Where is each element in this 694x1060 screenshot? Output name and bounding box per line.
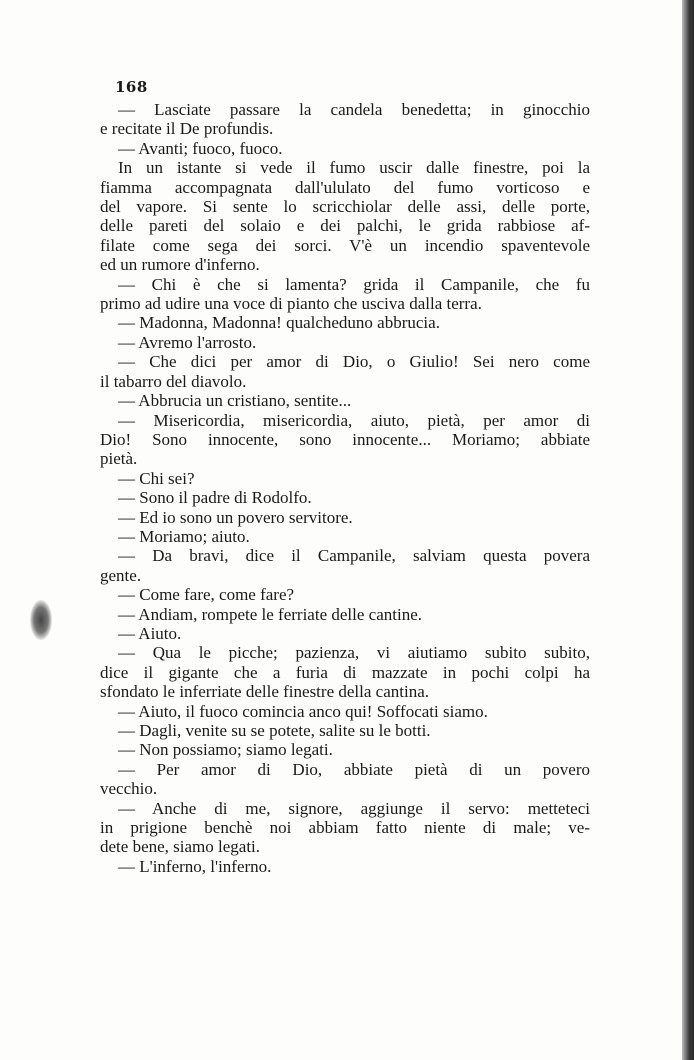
text-line: — Qua le picche; pazienza, vi aiutiamo subito subito, [118,643,590,663]
text-line: dete bene, siamo legati. [100,837,261,857]
text-line: — Lasciate passare la candela benedetta; in ginocchio [118,100,590,119]
text-line: — Come fare, come fare? [118,585,295,605]
text-line: — Aiuto, il fuoco comincia anco qui! Soffocati siamo. [118,701,488,721]
text-line: — Dagli, venite su se potete, salite su le botti. [118,721,431,740]
text-line: — Ed io sono un povero servitore. [118,507,353,527]
text-line: — Avremo l'arrosto. [118,332,257,352]
text-line: — Chi è che si lamenta? grida il Campanile, che fu [118,274,590,294]
text-line: — Anche di me, signore, aggiunge il servo: metteteci [118,798,590,818]
text-line: del vapore. Si sente lo scricchiolar delle assi, delle porte, [100,197,590,217]
text-line: — Misericordia, misericordia, aiuto, pietà, per amor di [118,410,590,430]
text-line: Dio! Sono innocente, sono innocente... Moriamo; abbiate [100,429,590,449]
text-line: — Aiuto. [118,623,182,643]
text-line: il tabarro del diavolo. [100,371,247,391]
text-line: — Non possiamo; siamo legati. [118,740,333,760]
text-line: gente. [100,565,142,585]
text-line: — Andiam, rompete le ferriate delle cantine. [118,604,422,624]
text-line: — Abbrucia un cristiano, sentite... [118,391,352,411]
text-line: — Per amor di Dio, abbiate pietà di un povero [118,759,590,779]
text-line: primo ad udire una voce di pianto che usciva dalla terra. [100,294,482,314]
text-line: delle pareti del solaio e dei palchi, le grida rabbiose af- [100,216,590,236]
text-line: In un istante si vede il fumo uscir dalle finestre, poi la [118,158,590,178]
page-text [100,100,590,876]
text-line: — Madonna, Madonna! qualcheduno abbrucia. [118,313,440,333]
text-line: — Chi sei? [118,468,195,488]
text-line: fiamma accompagnata dall'ululato del fumo vorticoso e [100,177,590,197]
page-edge-shadow [682,0,694,1060]
page-number: 168 [115,78,148,96]
text-line: e recitate il De profundis. [100,119,274,139]
text-line: — Avanti; fuoco, fuoco. [118,138,283,158]
text-line: sfondato le inferriate delle finestre della cantina. [100,682,429,702]
text-line: — Moriamo; aiuto. [118,526,250,546]
text-line: — Sono il padre di Rodolfo. [118,488,312,508]
text-line: pietà. [100,449,138,469]
text-line: dice il gigante che a furia di mazzate in pochi colpi ha [100,662,590,682]
text-line: filate come sega dei sorci. V'è un incendio spaventevole [100,235,590,255]
ink-smudge [30,600,52,640]
text-line: — Da bravi, dice il Campanile, salviam questa povera [118,546,590,566]
text-line: — L'inferno, l'inferno. [118,856,272,876]
text-line: vecchio. [100,779,158,799]
text-line: ed un rumore d'inferno. [100,255,260,275]
text-line: — Che dici per amor di Dio, o Giulio! Sei nero come [118,352,590,372]
text-line: in prigione benchè noi abbiam fatto niente di male; ve- [100,818,590,838]
